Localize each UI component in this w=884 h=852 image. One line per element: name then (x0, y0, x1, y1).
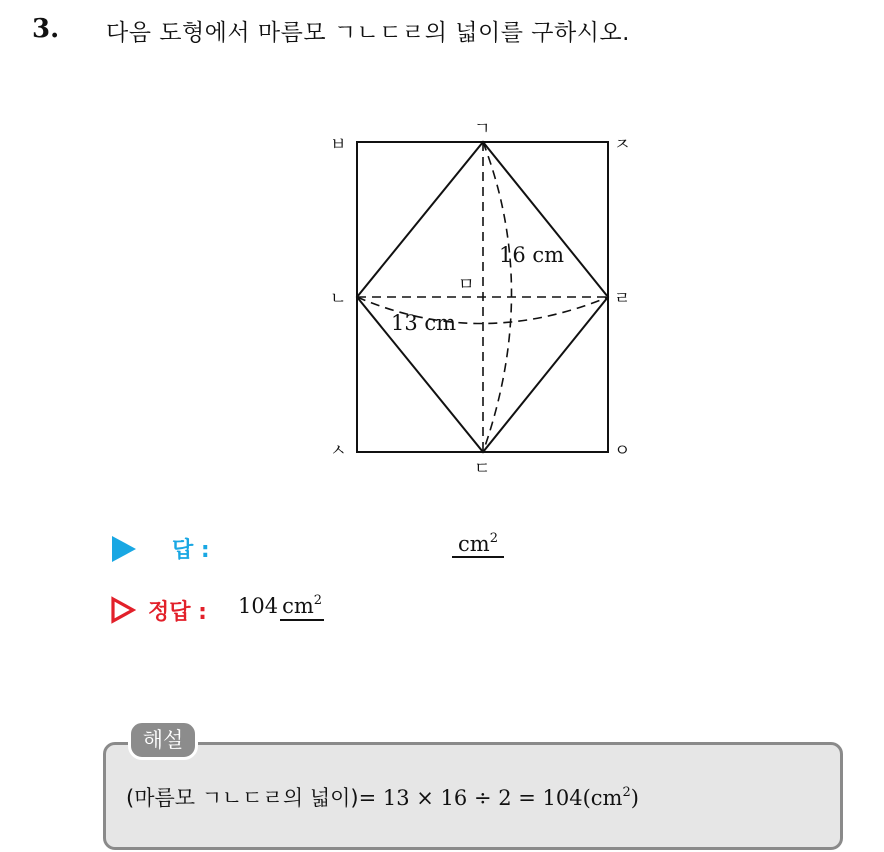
label-m: ㅁ (458, 275, 475, 295)
correct-value: 104 (238, 594, 279, 618)
answer-label: 답 : (172, 538, 210, 563)
measure-13cm: 13 cm (391, 311, 457, 335)
answer-row (110, 530, 610, 570)
correct-answer-row (110, 592, 610, 632)
explanation-text (126, 782, 639, 812)
label-b: ㅂ (330, 135, 347, 155)
label-s: ㅅ (330, 441, 347, 461)
explanation-hangul: (마름모 ㄱㄴㄷㄹ의 넓이) (126, 786, 359, 810)
explanation-close: ) (630, 786, 639, 810)
explanation-formula: = 13 × 16 ÷ 2 = 104(cm (358, 786, 623, 810)
answer-blank[interactable] (452, 532, 504, 558)
explanation-tag: 해설 (128, 720, 198, 760)
label-j: ㅈ (614, 135, 631, 155)
label-n: ㄴ (330, 289, 347, 309)
correct-unit-exponent: 2 (313, 593, 323, 608)
answer-unit-exponent: 2 (489, 531, 498, 546)
answer-unit: cm (458, 532, 490, 556)
correct-label: 정답 : (148, 600, 207, 625)
correct-value-line (238, 594, 324, 618)
measure-16cm: 16 cm (499, 243, 565, 267)
label-r: ㄹ (614, 289, 631, 309)
correct-unit-box (280, 594, 324, 621)
label-g: ㄱ (474, 119, 491, 139)
question-number: 3. (32, 14, 60, 44)
label-o: ㅇ (614, 441, 631, 461)
outline-arrow-icon (110, 596, 136, 624)
correct-unit: cm (282, 594, 314, 618)
question-text: 다음 도형에서 마름모 ㄱㄴㄷㄹ의 넓이를 구하시오. (106, 20, 630, 46)
play-arrow-icon (112, 536, 136, 562)
explanation-exponent: 2 (622, 785, 631, 800)
label-d: ㄷ (474, 459, 491, 479)
